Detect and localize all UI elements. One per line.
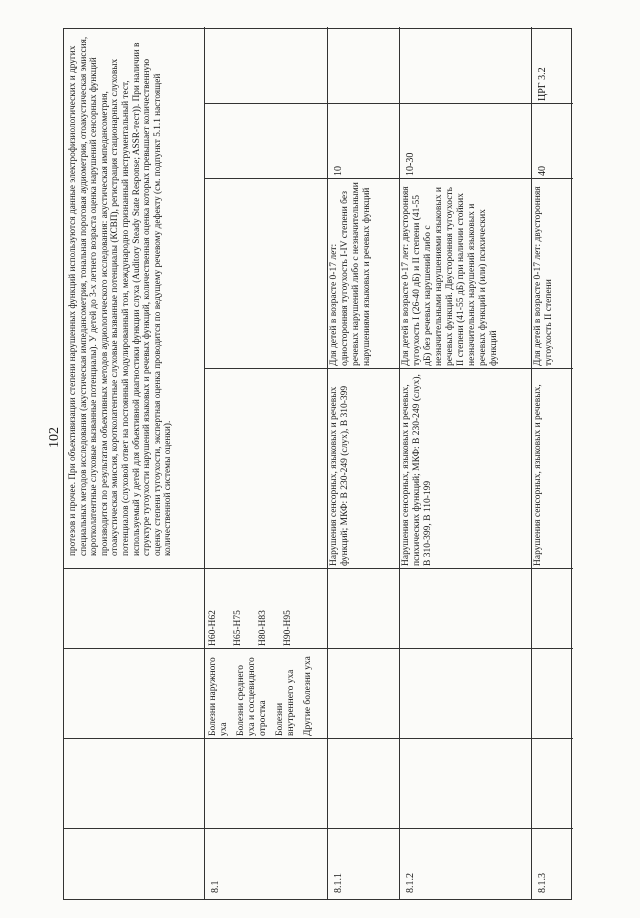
disease-middle-ear: Болезни среднего уха и сосцевидного отростка	[236, 657, 268, 736]
row-number-8-1-2: 8.1.2	[405, 873, 416, 893]
disease-other-ear: Другие болезни уха	[303, 656, 313, 736]
row-number-8-1-1: 8.1.1	[333, 873, 344, 893]
impairment-8-1-2: Нарушения сенсорных, языковых и речевых, психических функций; МКФ: В 230-249 (слух), В 310-399, В 110-199	[401, 374, 433, 566]
disease-inner-ear: Болезни внутреннего уха	[275, 669, 296, 736]
icd-code-h90: H90-H95	[283, 610, 293, 646]
icd-code-h60: H60-H62	[208, 610, 218, 646]
column-separator	[64, 648, 204, 649]
row-separator	[204, 27, 205, 899]
percent-8-1-3: 40	[537, 166, 548, 176]
criterion-group-8-1-3: ЦРГ 3.2	[537, 67, 548, 101]
icd-code-h65: H65-H75	[233, 610, 243, 646]
criteria-8-1-1: Для детей в возрасте 0-17 лет: односторонняя тугоухость I-IV степени без речевых нарушений либо с незначительными нарушениями языковых и речевых функций	[329, 182, 372, 366]
disease-groups	[204, 649, 327, 739]
page-number: 102	[47, 427, 62, 448]
methodology-note-text: протезов и прочее. При объективизации степени нарушенных функций используются данные электрофизиологических и других специальных методов исследования (акустическая импедансометрия, тональная пороговая аудиометрия, отоакустическая эмиссия, коротколатентные слуховые вызванные потенциалы). У детей до 3-х летнего возраста оценка нарушений сенсорных функций производится по результатам объективных методов аудиологического исследования: акустическая импедансометрия, отоакустическая эмиссия, коротколатентные слуховые вызванные потенциалы (КСВП), регистрация стационарных слуховых потенциалов (слуховой ответ на постоянный модулированный тон, международно признанный инструментальный тест, используемый у детей для объективной диагностики функции слуха (Auditory Steady State Response; ASSR-тест)). При наличии в структуре тугоухости нарушений языковых и речевых функций, количественная оценка которых превышает количественную оценку степени тугоухости, экспертная оценка проводится по ведущему речевому дефекту (см. подпункт 5.1.1 настоящей количественной системы оценки).	[66, 29, 202, 559]
column-separator	[64, 828, 204, 829]
icd-codes	[204, 569, 327, 649]
criteria-8-1-2: Для детей в возрасте 0-17 лет: двусторонняя тугоухость I (26-40 дБ) и II степени (41-55 дБ) без речевых нарушений либо с незначительными нарушениями языковых и речевых функций. Двусторонняя тугоухость II степени (41-55 дБ) при наличии стойких незначительных нарушений языковых и речевых функций и (или) психических функций	[401, 186, 499, 366]
percent-8-1-1: 10	[333, 166, 344, 176]
rotated-table-region	[63, 28, 572, 900]
icd-code-h80: H80-H83	[258, 610, 268, 646]
criteria-table	[63, 28, 572, 900]
impairment-8-1-3: Нарушения сенсорных, языковых и речевых,	[533, 384, 543, 566]
criteria-8-1-3: Для детей в возрасте 0-17 лет: двусторонняя тугоухость II степени	[533, 186, 554, 366]
column-separator	[64, 738, 204, 739]
disease-outer-ear: Болезни наружного уха	[208, 657, 229, 736]
row-number-8-1-3: 8.1.3	[537, 873, 548, 893]
row-number-8-1: 8.1	[210, 880, 221, 893]
impairment-8-1-1: Нарушения сенсорных, языковых и речевых функций; МКФ: В 230-249 (слух), В 310-399	[329, 385, 350, 566]
percent-8-1-2: 10-30	[405, 152, 416, 176]
